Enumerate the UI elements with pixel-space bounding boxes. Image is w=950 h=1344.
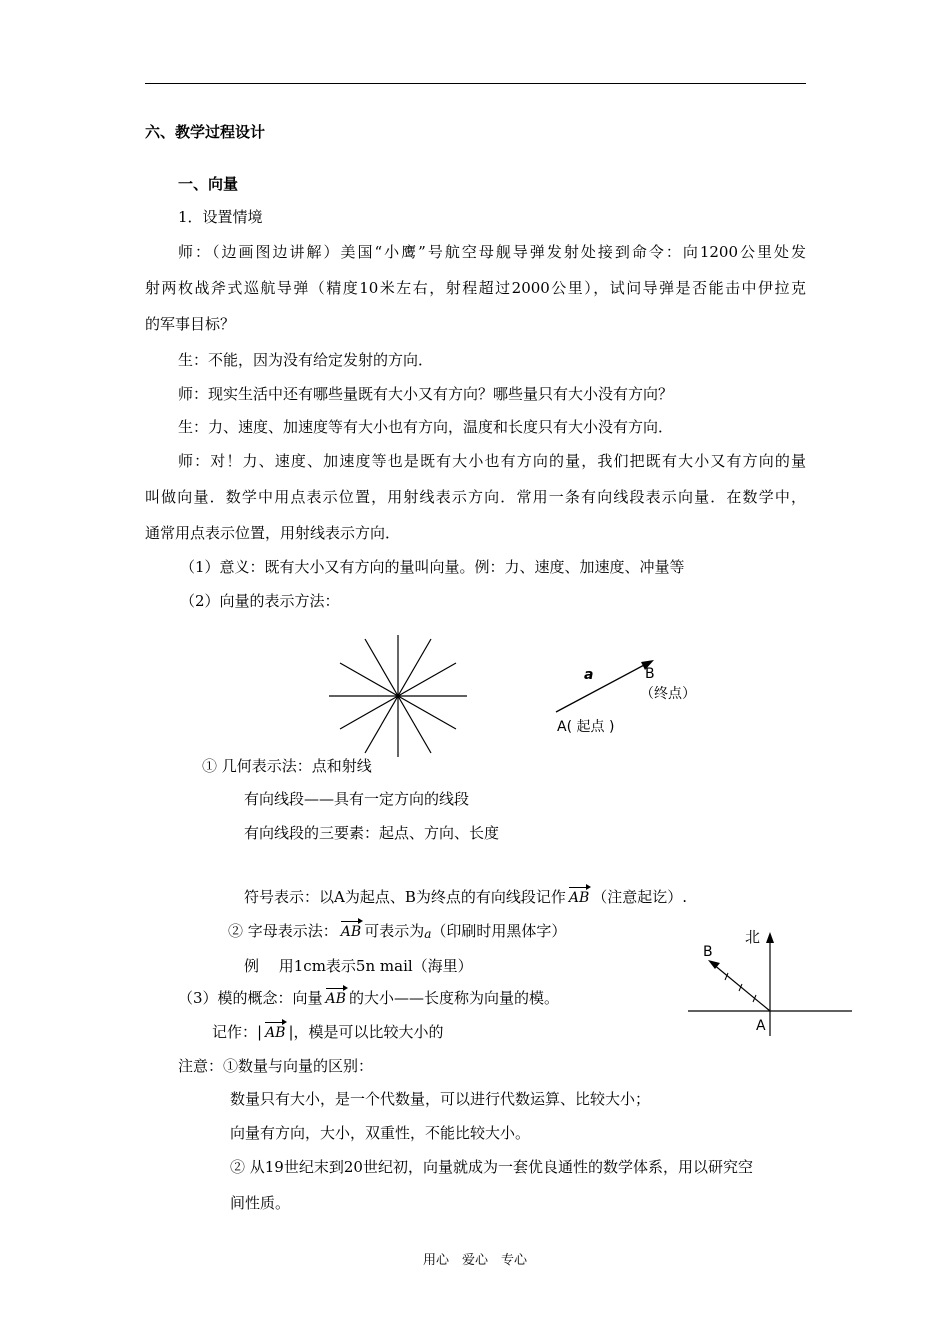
vector-ab-symbol: AB [340,924,362,940]
vector-ab-symbol: AB [325,991,346,1007]
vector-label-a: a [584,667,594,683]
note-history-line-1: ② 从19世纪末到20世纪初，向量就成为一套优良通性的数学体系，用以研究空 [230,1158,753,1176]
symbol-notation-suffix: （注意起讫）. [592,888,688,906]
symbol-notation-text: 符号表示：以A为起点、B为终点的有向线段记作 [244,888,566,906]
rays-star-figure [325,633,471,759]
modulus-suffix: 的大小——长度称为向量的模。 [348,989,559,1007]
note-heading: 注意：①数量与向量的区别： [178,1057,374,1075]
vector-start-label: A( 起点 ) [557,719,615,735]
notation-suffix: |，模是可以比较大小的 [288,1023,444,1041]
letter-method-mid: 可表示为 [364,922,425,940]
teacher-paragraph-3-line-1: 师：对！力、速度、加速度等也是既有大小也有方向的量，我们把既有大小又有方向的量 [178,452,806,470]
vector-end-label: （终点） [640,686,696,702]
example-scale: 例 用1cm表示5n mail（海里） [244,957,473,975]
teacher-paragraph-1-line-2: 射两枚战斧式巡航导弹（精度10米左右，射程超过2000公里），试问导弹是否能击中伊拉克 [145,279,806,297]
notation-text: 记作：| [212,1023,263,1041]
letter-method-note: （印刷时用黑体字） [431,922,567,940]
geometric-method: ① 几何表示法：点和射线 [202,757,372,775]
three-elements: 有向线段的三要素：起点、方向、长度 [244,824,500,842]
note-vector: 向量有方向，大小，双重性，不能比较大小。 [230,1124,531,1142]
compass-north-label: 北 [745,928,761,946]
note-scalar: 数量只有大小，是一个代数量，可以进行代数运算、比较大小； [230,1090,651,1108]
letter-method [228,921,566,944]
representation-heading: （2）向量的表示方法： [180,592,340,610]
vector-ab-symbol: AB [568,890,590,906]
student-answer-1: 生：不能，因为没有给定发射的方向． [178,351,434,369]
teacher-question-2: 师：现实生活中还有哪些量既有大小又有方向？哪些量只有大小没有方向？ [178,385,674,403]
vector-letter-a: a [424,927,432,941]
teacher-paragraph-1-line-3: 的军事目标？ [145,315,236,333]
symbol-notation [244,887,687,908]
page-footer: 用心 爱心 专心 [422,1253,527,1268]
meaning-definition: （1）意义：既有大小又有方向的量叫向量。例：力、速度、加速度、冲量等 [180,558,685,576]
header-rule [145,83,806,84]
vector-ab-symbol: AB [265,1025,286,1041]
teacher-paragraph-1-line-1: 师：（边画图边讲解）美国“小鹰”号航空母舰导弹发射处接到命令：向1200公里处发 [178,243,806,261]
student-answer-2: 生：力、速度、加速度等有大小也有方向，温度和长度只有大小没有方向． [178,418,674,436]
modulus-concept [178,988,559,1009]
note-history-line-2: 间性质。 [230,1194,291,1212]
compass-point-a: A [756,1018,766,1034]
compass-point-b: B [703,944,713,960]
teacher-paragraph-3-line-3: 通常用点表示位置，用射线表示方向． [145,524,401,542]
subsection-title: 一、向量 [178,175,239,193]
directed-segment-def: 有向线段——具有一定方向的线段 [244,790,470,808]
teacher-paragraph-3-line-2: 叫做向量．数学中用点表示位置，用射线表示方向．常用一条有向线段表示向量．在数学中， [145,488,806,506]
modulus-text: （3）模的概念：向量 [178,989,323,1007]
section-title: 六、教学过程设计 [145,123,266,141]
vector-point-b: B [645,666,655,682]
modulus-notation [212,1022,444,1043]
step-heading: 1．设置情境 [178,208,263,226]
letter-method-text: ② 字母表示法： [228,922,338,940]
